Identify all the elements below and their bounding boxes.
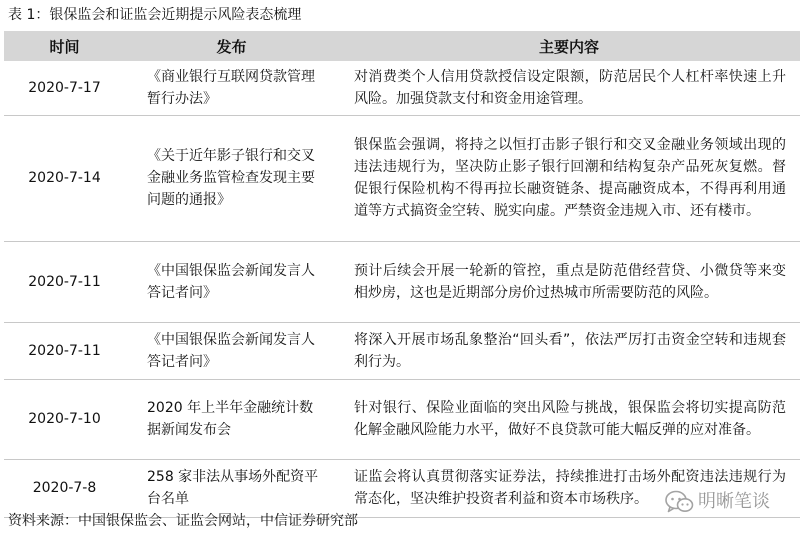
header-date: 时间 <box>49 37 80 56</box>
row-date: 2020-7-10 <box>4 379 125 459</box>
row-doc: 2020 年上半年金融统计数据新闻发布会 <box>125 379 338 459</box>
row-content: 对消费类个人信用贷款授信设定限额，防范居民个人杠杆率快速上升风险。加强贷款支付和资金用途管理。 <box>338 61 800 115</box>
row-doc: 258 家非法从事场外配资平台名单 <box>125 459 338 517</box>
row-date: 2020-7-11 <box>4 322 125 379</box>
table-row <box>4 61 800 115</box>
header-content: 主要内容 <box>538 37 599 56</box>
row-doc: 《中国银保监会新闻发言人答记者问》 <box>125 322 338 379</box>
row-content: 证监会将认真贯彻落实证券法，持续推进打击场外配资违法违规行为常态化，坚决维护投资者利益和资本市场秩序。 <box>338 459 800 517</box>
row-doc: 《商业银行互联网贷款管理暂行办法》 <box>125 61 338 115</box>
table-row <box>4 241 800 322</box>
watermark <box>664 489 770 515</box>
row-content: 将深入开展市场乱象整治“回头看”，依法严厉打击资金空转和违规套利行为。 <box>338 322 800 379</box>
row-content: 银保监会强调，将持之以恒打击影子银行和交叉金融业务领域出现的违法违规行为，坚决防止影子银行回潮和结构复杂产品死灰复燃。督促银行保险机构不得再拉长融资链条、提高融资成本，不得再利用通道等方式搞资金空转、脱实向虚。严禁资金违规入市、还有楼市。 <box>338 115 800 241</box>
table-caption: 表 1：银保监会和证监会近期提示风险表态梳理 <box>8 7 302 23</box>
row-date: 2020-7-8 <box>4 459 125 517</box>
table-row <box>4 379 800 459</box>
row-date: 2020-7-17 <box>4 61 125 115</box>
row-content: 预计后续会开展一轮新的管控，重点是防范借经营贷、小微贷等来变相炒房，这也是近期部分房价过热城市所需要防范的风险。 <box>338 241 800 322</box>
table-header-row <box>4 31 800 61</box>
row-content: 针对银行、保险业面临的突出风险与挑战，银保监会将切实提高防范化解金融风险能力水平，做好不良贷款可能大幅反弹的应对准备。 <box>338 379 800 459</box>
header-doc: 发布 <box>216 37 247 56</box>
row-doc: 《关于近年影子银行和交叉金融业务监管检查发现主要问题的通报》 <box>125 115 338 241</box>
watermark-text: 明晰笔谈 <box>698 491 770 512</box>
risk-statement-table <box>4 31 800 518</box>
row-date: 2020-7-14 <box>4 115 125 241</box>
wechat-icon <box>664 489 694 515</box>
source-note: 资料来源：中国银保监会、证监会网站，中信证券研究部 <box>8 513 358 529</box>
table-row <box>4 322 800 379</box>
table-row <box>4 115 800 241</box>
row-doc: 《中国银保监会新闻发言人答记者问》 <box>125 241 338 322</box>
row-date: 2020-7-11 <box>4 241 125 322</box>
